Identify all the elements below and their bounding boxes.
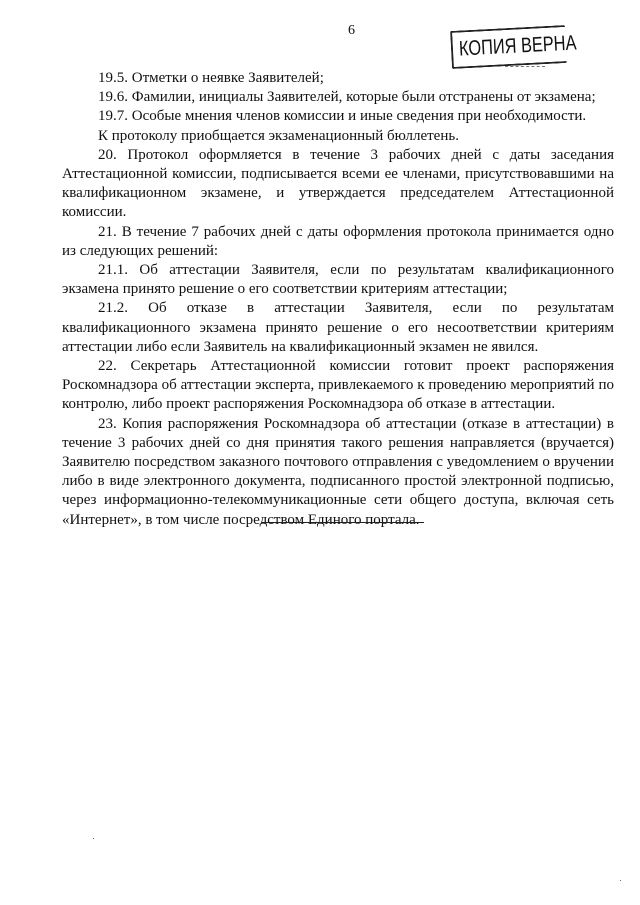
end-separator-line (261, 522, 424, 523)
copy-certified-stamp (450, 25, 578, 69)
paragraph-21-1: 21.1. Об аттестации Заявителя, если по результатам квалификационного экзамена принято решение о его соответствии критериям аттестации; (62, 262, 614, 298)
paragraph-19-7: 19.7. Особые мнения членов комиссии и иные сведения при необходимости. (98, 108, 587, 125)
paragraph-21-2: 21.2. Об отказе в аттестации Заявителя, если по результатам квалификационного экзамена принято решение о его несоответствии критериям аттестации либо если Заявитель на квалификационный экзамен не явился. (62, 300, 614, 355)
paragraph-22: 22. Секретарь Аттестационной комиссии готовит проект распоряжения Роскомнадзора об аттестации эксперта, привлекаемого к проведению мероприятий по контролю, либо проект распоряжения Роскомнадзора об отказе в аттестации. (62, 358, 614, 413)
stamp-text: КОПИЯ ВЕРНА (458, 31, 578, 61)
scan-speck (93, 838, 94, 839)
paragraph-20: 20. Протокол оформляется в течение 3 рабочих дней с даты заседания Аттестационной комиссии, подписывается всеми ее членами, присутствовавшими на квалификационном экзамене, и утверждается председателем Аттестационной комиссии. (62, 146, 614, 221)
paragraph-23: 23. Копия распоряжения Роскомнадзора об аттестации (отказе в аттестации) в течение 3 рабочих дней со дня принятия такого решения направляется (вручается) Заявителю посредством заказного почтового отправления с уведомлением о вручении либо в виде электронного документа, подписанного простой электронной подписью, через информационно-телекоммуникационные сети общего доступа, включая сеть «Интернет», в том числе посредством Единого портала. (62, 415, 614, 528)
paragraph-21: 21. В течение 7 рабочих дней с даты оформления протокола принимается одно из следующих решений: (62, 223, 614, 259)
scan-speck (620, 880, 621, 881)
page-number: 6 (348, 23, 355, 38)
paragraph-protocol-attachment: К протоколу приобщается экзаменационный бюллетень. (98, 127, 459, 144)
paragraph-19-6: 19.6. Фамилии, инициалы Заявителей, которые были отстранены от экзамена; (98, 89, 596, 106)
stamp-underline (505, 66, 545, 67)
document-body (62, 69, 614, 530)
paragraph-19-5: 19.5. Отметки о неявке Заявителей; (98, 70, 324, 86)
